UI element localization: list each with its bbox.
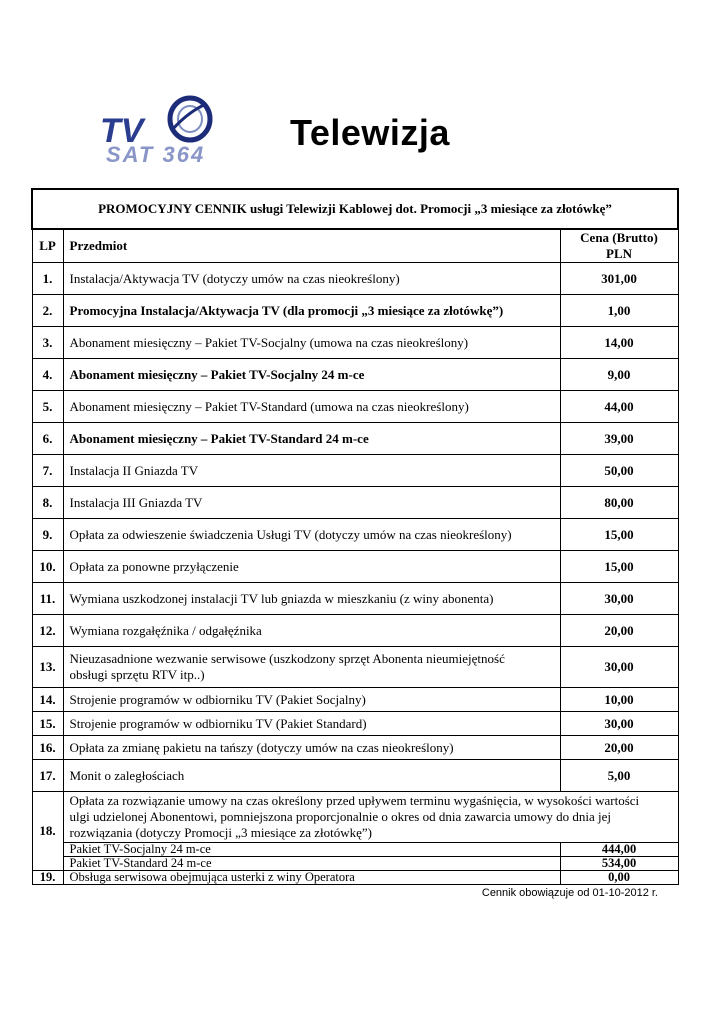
logo-tv-text: TV bbox=[100, 112, 144, 150]
row-number: 17. bbox=[32, 760, 63, 792]
row-price: 1,00 bbox=[560, 295, 678, 327]
row-number: 1. bbox=[32, 263, 63, 295]
price-list bbox=[31, 188, 679, 885]
tv-sat-364-logo bbox=[100, 92, 280, 167]
row-price: 80,00 bbox=[560, 487, 678, 519]
table-row bbox=[32, 760, 678, 792]
table-caption: PROMOCYJNY CENNIK usługi Telewizji Kablowej dot. Promocji „3 miesiące za złotówkę” bbox=[32, 189, 678, 229]
table-row bbox=[32, 736, 678, 760]
row-item: Promocyjna Instalacja/Aktywacja TV (dla promocji „3 miesiące za złotówkę”) bbox=[63, 295, 560, 327]
table-row bbox=[32, 647, 678, 688]
row-price: 15,00 bbox=[560, 551, 678, 583]
subrow-item: Pakiet TV-Socjalny 24 m-ce bbox=[63, 843, 560, 857]
row-price: 20,00 bbox=[560, 736, 678, 760]
row-number: 8. bbox=[32, 487, 63, 519]
row-price: 0,00 bbox=[560, 871, 678, 885]
termination-desc-line1: Opłata za rozwiązanie umowy na czas określony przed upływem terminu wygaśnięcia, w wysokości wartości bbox=[69, 793, 640, 808]
row-number: 15. bbox=[32, 712, 63, 736]
row-item: Wymiana rozgałęźnika / odgałęźnika bbox=[63, 615, 560, 647]
row-number: 14. bbox=[32, 688, 63, 712]
row-number: 19. bbox=[32, 871, 63, 885]
row-item: Opłata za ponowne przyłączenie bbox=[63, 551, 560, 583]
row-item: Opłata za odwieszenie świadczenia Usługi TV (dotyczy umów na czas nieokreślony) bbox=[63, 519, 560, 551]
row-item bbox=[63, 647, 560, 688]
row-price: 30,00 bbox=[560, 647, 678, 688]
column-header-lp: LP bbox=[32, 229, 63, 263]
row-number: 5. bbox=[32, 391, 63, 423]
termination-desc-line3: rozwiązania (dotyczy Promocji „3 miesiące za złotówkę”) bbox=[69, 825, 372, 840]
row-item: Wymiana uszkodzonej instalacji TV lub gniazda w mieszkaniu (z winy abonenta) bbox=[63, 583, 560, 615]
row-price: 50,00 bbox=[560, 455, 678, 487]
table-subrow bbox=[32, 843, 678, 857]
column-header-price bbox=[560, 229, 678, 263]
row-number: 12. bbox=[32, 615, 63, 647]
row-item: Strojenie programów w odbiorniku TV (Pakiet Standard) bbox=[63, 712, 560, 736]
row-item: Monit o zaległościach bbox=[63, 760, 560, 792]
table-row bbox=[32, 487, 678, 519]
row-item: Abonament miesięczny – Pakiet TV-Socjalny 24 m-ce bbox=[63, 359, 560, 391]
row-number: 18. bbox=[32, 792, 63, 871]
row-number: 16. bbox=[32, 736, 63, 760]
table-row bbox=[32, 295, 678, 327]
table-row bbox=[32, 688, 678, 712]
subrow-price: 534,00 bbox=[560, 857, 678, 871]
row-item: Strojenie programów w odbiorniku TV (Pakiet Socjalny) bbox=[63, 688, 560, 712]
table-row bbox=[32, 359, 678, 391]
logo-sat-text: SAT 364 bbox=[106, 142, 206, 167]
row-item: Obsługa serwisowa obejmująca usterki z winy Operatora bbox=[63, 871, 560, 885]
table-row bbox=[32, 455, 678, 487]
price-table bbox=[31, 188, 679, 885]
row-price: 9,00 bbox=[560, 359, 678, 391]
row-number: 6. bbox=[32, 423, 63, 455]
row-price: 14,00 bbox=[560, 327, 678, 359]
row-price: 30,00 bbox=[560, 583, 678, 615]
document-header bbox=[100, 92, 520, 170]
row-item: Abonament miesięczny – Pakiet TV-Socjalny (umowa na czas nieokreślony) bbox=[63, 327, 560, 359]
row-number: 10. bbox=[32, 551, 63, 583]
page-title: Telewizja bbox=[290, 112, 450, 153]
row-price: 20,00 bbox=[560, 615, 678, 647]
termination-desc-line2: ulgi udzielonej Abonentowi, pomniejszona proporcjonalnie o okres od dnia zawarcia umowy do dnia jej bbox=[69, 809, 612, 824]
row-price: 39,00 bbox=[560, 423, 678, 455]
row-item: Abonament miesięczny – Pakiet TV-Standard 24 m-ce bbox=[63, 423, 560, 455]
row-item: Instalacja/Aktywacja TV (dotyczy umów na czas nieokreślony) bbox=[63, 263, 560, 295]
table-subrow bbox=[32, 857, 678, 871]
row-number: 2. bbox=[32, 295, 63, 327]
price-header-line1: Cena (Brutto) bbox=[580, 230, 658, 245]
table-row bbox=[32, 519, 678, 551]
row-item: Instalacja III Gniazda TV bbox=[63, 487, 560, 519]
row-item: Abonament miesięczny – Pakiet TV-Standard (umowa na czas nieokreślony) bbox=[63, 391, 560, 423]
table-row bbox=[32, 871, 678, 885]
row-price: 30,00 bbox=[560, 712, 678, 736]
table-header-row bbox=[32, 229, 678, 263]
table-row bbox=[32, 327, 678, 359]
row-item-line2: obsługi sprzętu RTV itp..) bbox=[69, 667, 205, 682]
row-price: 5,00 bbox=[560, 760, 678, 792]
table-row bbox=[32, 391, 678, 423]
subrow-price: 444,00 bbox=[560, 843, 678, 857]
row-item: Opłata za zmianę pakietu na tańszy (dotyczy umów na czas nieokreślony) bbox=[63, 736, 560, 760]
table-row bbox=[32, 551, 678, 583]
row-number: 4. bbox=[32, 359, 63, 391]
table-row-termination bbox=[32, 792, 678, 843]
price-header-line2: PLN bbox=[606, 246, 632, 261]
row-number: 7. bbox=[32, 455, 63, 487]
row-item-line1: Nieuzasadnione wezwanie serwisowe (uszkodzony sprzęt Abonenta nieumiejętność bbox=[69, 651, 505, 666]
table-row bbox=[32, 423, 678, 455]
table-row bbox=[32, 583, 678, 615]
row-number: 11. bbox=[32, 583, 63, 615]
row-number: 13. bbox=[32, 647, 63, 688]
table-row bbox=[32, 615, 678, 647]
subrow-item: Pakiet TV-Standard 24 m-ce bbox=[63, 857, 560, 871]
row-price: 44,00 bbox=[560, 391, 678, 423]
row-number: 3. bbox=[32, 327, 63, 359]
row-price: 301,00 bbox=[560, 263, 678, 295]
table-row bbox=[32, 263, 678, 295]
column-header-item: Przedmiot bbox=[63, 229, 560, 263]
table-row bbox=[32, 712, 678, 736]
validity-note: Cennik obowiązuje od 01-10-2012 r. bbox=[481, 887, 658, 899]
row-price: 15,00 bbox=[560, 519, 678, 551]
row-number: 9. bbox=[32, 519, 63, 551]
row-item: Instalacja II Gniazda TV bbox=[63, 455, 560, 487]
termination-fee-description bbox=[63, 792, 678, 843]
row-price: 10,00 bbox=[560, 688, 678, 712]
